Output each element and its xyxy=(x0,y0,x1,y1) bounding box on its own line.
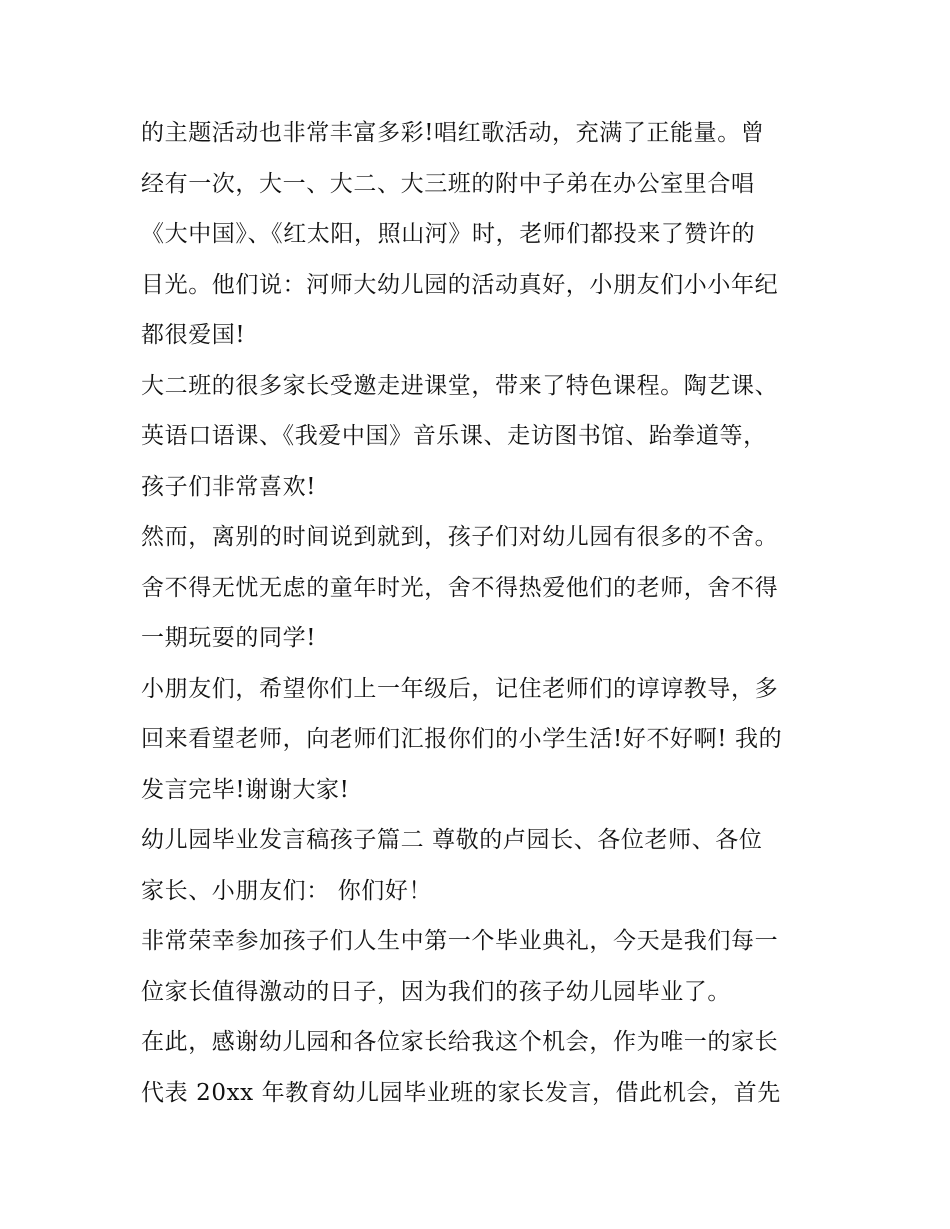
text-line: 发言完毕!谢谢大家! xyxy=(141,776,350,803)
text-line: 都很爱国! xyxy=(141,322,246,348)
body-text xyxy=(141,108,821,1118)
text-line: 非常荣幸参加孩子们人生中第一个毕业典礼，今天是我们每一 xyxy=(141,928,779,954)
text-line: 孩子们非常喜欢! xyxy=(141,473,317,500)
text-line: 然而，离别的时间说到就到，孩子们对幼儿园有很多的不舍。 xyxy=(141,524,779,550)
text-line: 大二班的很多家长受邀走进课堂，带来了特色课程。陶艺课、 xyxy=(141,372,779,399)
text-line: 小朋友们，希望你们上一年级后，记住老师们的谆谆教导，多 xyxy=(141,675,779,702)
text-line: 家长、小朋友们： 你们好！ xyxy=(141,877,433,904)
text-line: 代表 20xx 年教育幼儿园毕业班的家长发言，借此机会，首先 xyxy=(141,1079,781,1106)
text-line: 的主题活动也非常丰富多彩!唱红歌活动，充满了正能量。曾 xyxy=(141,120,765,146)
text-line: 幼儿园毕业发言稿孩子篇二 尊敬的卢园长、各位老师、各位 xyxy=(141,827,763,853)
text-line: 英语口语课、《我爱中国》音乐课、走访图书馆、跆拳道等， xyxy=(141,423,767,449)
text-line: 经有一次，大一、大二、大三班的附中子弟在办公室里合唱 xyxy=(141,170,755,197)
text-line: 回来看望老师，向老师们汇报你们的小学生活!好不好啊! 我的 xyxy=(141,726,783,752)
text-line: 舍不得无忧无虑的童年时光，舍不得热爱他们的老师，舍不得 xyxy=(141,574,779,601)
text-line: 在此，感谢幼儿园和各位家长给我这个机会，作为唯一的家长 xyxy=(141,1029,779,1055)
text-line: 位家长值得激动的日子，因为我们的孩子幼儿园毕业了。 xyxy=(141,978,731,1005)
text-line: 一期玩耍的同学! xyxy=(141,625,317,651)
text-line: 目光。他们说：河师大幼儿园的活动真好，小朋友们小小年纪 xyxy=(141,271,779,298)
text-line: 《大中国》、《红太阳，照山河》时，老师们都投来了赞许的 xyxy=(141,221,756,247)
